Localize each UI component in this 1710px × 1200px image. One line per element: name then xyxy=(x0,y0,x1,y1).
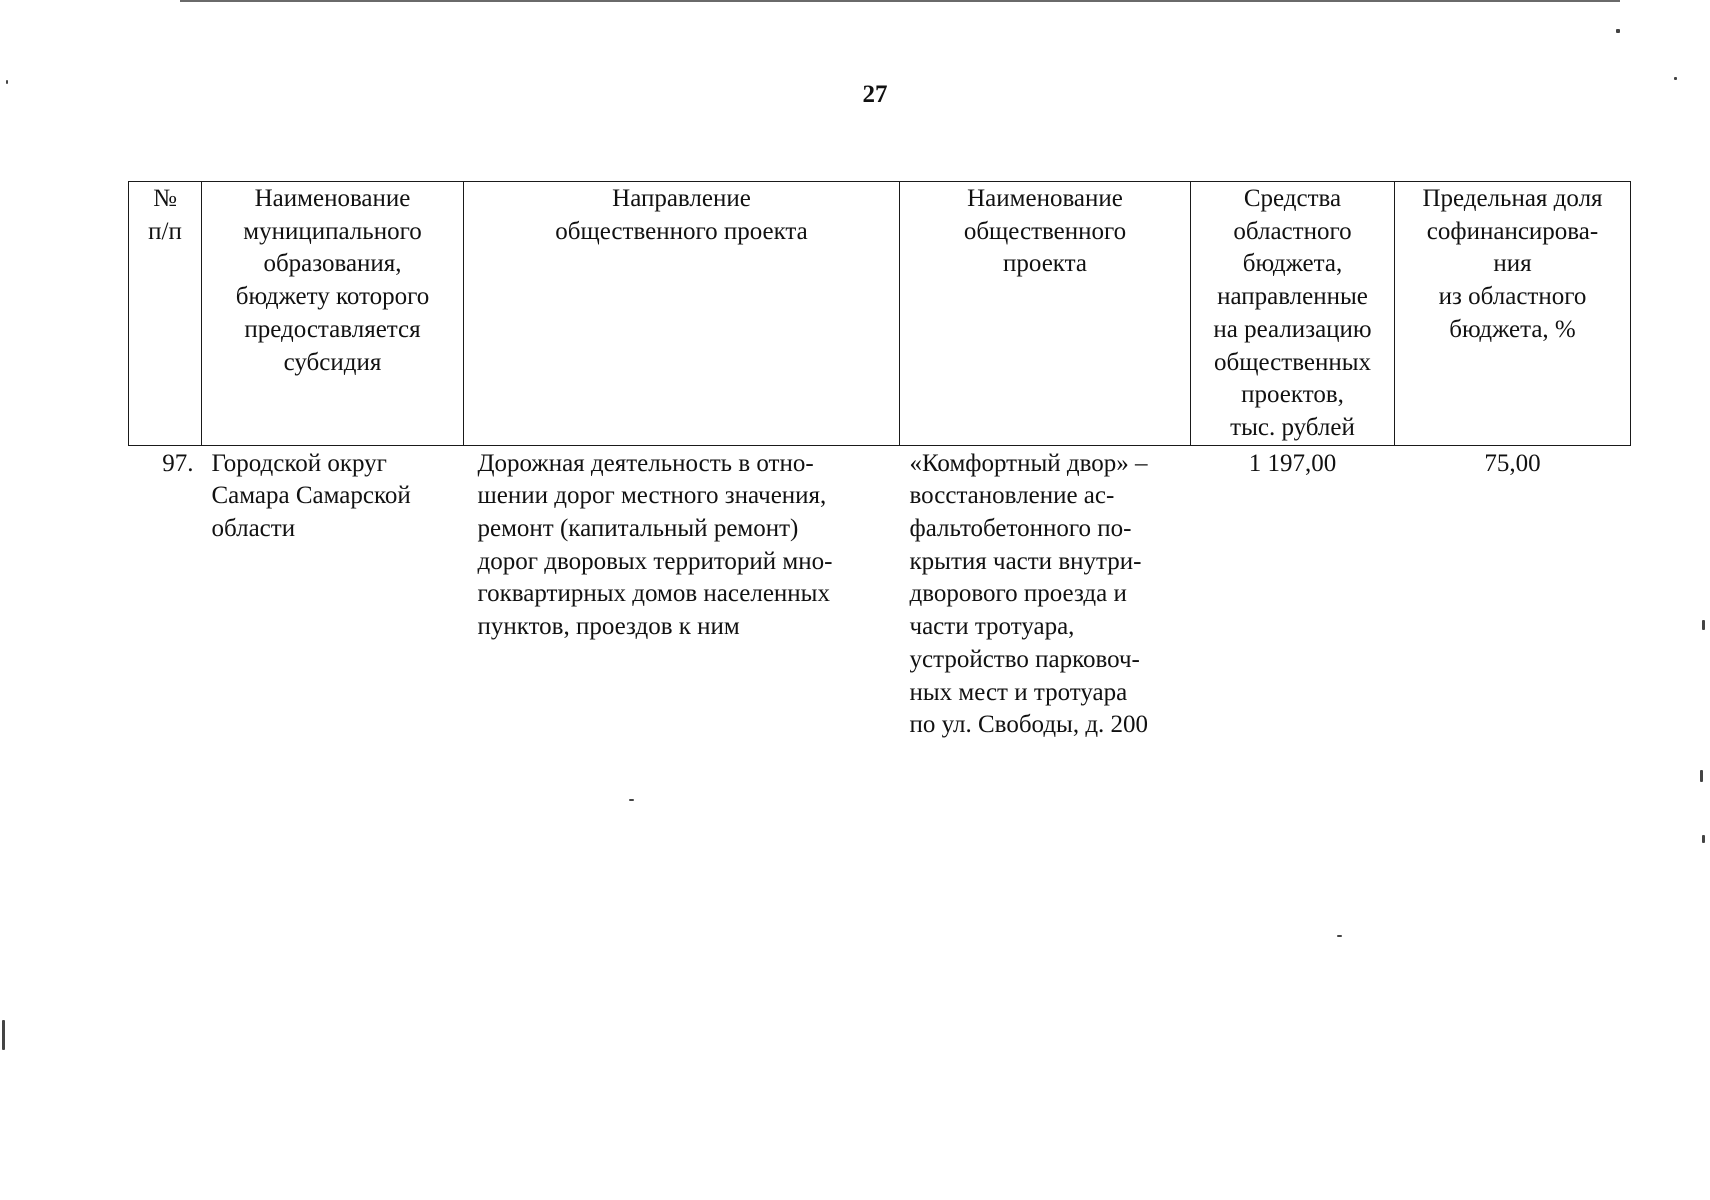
header-text: софинансирова- xyxy=(1426,217,1599,245)
header-row-number xyxy=(129,182,202,446)
header-cofinancing-share xyxy=(1395,182,1631,446)
header-text: из областного xyxy=(1438,283,1587,311)
page-number: 27 xyxy=(862,81,888,108)
cell-text: Городской округ xyxy=(211,449,387,477)
cell-text: шении дорог местного значения, xyxy=(477,482,827,510)
cell-text: дворового проезда и xyxy=(909,580,1127,608)
cell-text: области xyxy=(211,515,296,543)
cell-text: Самара Самарской xyxy=(211,482,411,510)
header-text: общественных xyxy=(1213,348,1372,376)
project-name-cell xyxy=(900,445,1191,742)
table-header-row xyxy=(129,182,1631,446)
table-row xyxy=(129,445,1631,742)
scan-speck xyxy=(1674,77,1677,80)
project-direction-cell xyxy=(464,445,900,742)
cell-text: крытия части внутри- xyxy=(909,547,1142,575)
header-text: Предельная доля xyxy=(1422,185,1603,212)
header-text: бюджету которого xyxy=(235,283,430,311)
cell-text: пунктов, проездов к ним xyxy=(477,613,740,641)
cell-text: по ул. Свободы, д. 200 xyxy=(909,711,1149,739)
header-text: п/п xyxy=(148,217,182,245)
header-text: Направление xyxy=(612,185,751,212)
header-text: Наименование xyxy=(967,185,1123,212)
scan-speck xyxy=(1616,29,1620,33)
header-text: на реализацию xyxy=(1213,315,1372,343)
cell-text: восстановление ас- xyxy=(909,482,1115,510)
cofinancing-share-cell xyxy=(1395,445,1631,742)
scan-speck xyxy=(629,799,634,801)
cell-text: ных мест и тротуара xyxy=(909,678,1128,706)
header-text: общественного xyxy=(963,217,1127,245)
share-value: 75,00 xyxy=(1484,449,1541,477)
cell-text: части тротуара, xyxy=(909,613,1075,641)
cell-text: устройство парковоч- xyxy=(909,645,1140,673)
cell-text: «Комфортный двор» – xyxy=(909,449,1148,477)
header-text: муниципального xyxy=(243,217,422,245)
header-text: проекта xyxy=(1003,250,1087,278)
cell-text: фальтобетонного по- xyxy=(909,515,1132,543)
municipality-cell xyxy=(202,445,464,742)
header-text: предоставляется xyxy=(244,315,421,343)
row-number-cell xyxy=(129,445,202,742)
scan-speck xyxy=(1700,770,1703,782)
header-municipality xyxy=(202,182,464,446)
header-text: Средства xyxy=(1243,185,1342,212)
header-text: ния xyxy=(1493,250,1532,278)
scan-speck xyxy=(6,80,8,84)
header-project-name xyxy=(900,182,1191,446)
budget-value: 1 197,00 xyxy=(1248,449,1337,477)
header-text: бюджета, xyxy=(1242,250,1343,278)
header-text: Наименование xyxy=(254,185,411,212)
cell-text: дорог дворовых территорий мно- xyxy=(477,547,833,575)
cell-text: гоквартирных домов населенных xyxy=(477,580,830,608)
cell-text: ремонт (капитальный ремонт) xyxy=(477,515,799,543)
header-text: областного xyxy=(1233,217,1352,245)
header-text: тыс. рублей xyxy=(1230,413,1355,441)
header-regional-budget-funds xyxy=(1191,182,1395,446)
cell-text: Дорожная деятельность в отно- xyxy=(477,449,814,477)
header-text: бюджета, % xyxy=(1449,315,1576,343)
header-text: направленные xyxy=(1217,283,1368,311)
header-text: № xyxy=(153,185,177,212)
page-top-edge-rule xyxy=(180,0,1620,2)
budget-funds-cell xyxy=(1191,445,1395,742)
header-text: субсидия xyxy=(283,348,382,376)
scan-speck xyxy=(1702,620,1705,630)
subsidy-table xyxy=(128,181,1631,742)
scan-speck xyxy=(2,1020,5,1050)
row-number: 97. xyxy=(162,449,194,477)
scan-speck xyxy=(1337,935,1342,937)
header-project-direction xyxy=(464,182,900,446)
scan-speck xyxy=(1702,835,1705,843)
header-text: образования, xyxy=(263,250,402,278)
header-text: проектов, xyxy=(1241,381,1344,409)
header-text: общественного проекта xyxy=(555,217,808,245)
